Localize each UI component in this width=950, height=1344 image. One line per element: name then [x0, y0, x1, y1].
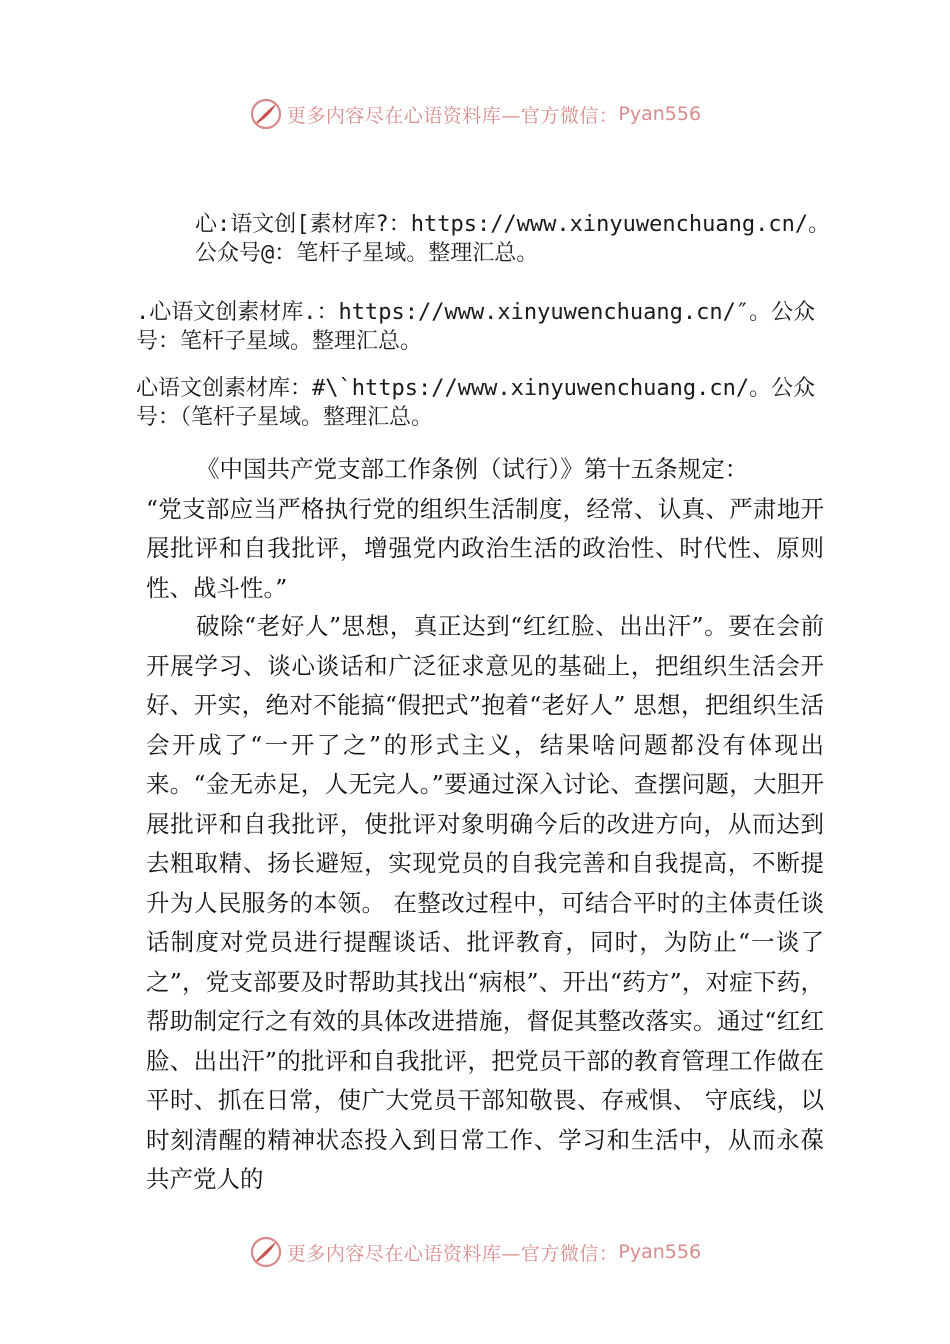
watermark-text: 更多内容尽在心语资料库—官方微信：: [286, 104, 619, 127]
regulation-quote: “党支部应当严格执行党的组织生活制度，经常、认真、严肃地开展批评和自我批评，增强党内政治生活的政治性、时代性、原则性、战斗性。”: [146, 494, 824, 602]
regulation-citation: 《中国共产党支部工作条例（试行）》第十五条规定：: [196, 455, 749, 483]
source-note-b: .心语文创素材库.：https://www.xinyuwenchuang.cn/″。公众号：笔杆子星域。整理汇总。: [136, 300, 816, 354]
article-paragraph-regulation: [146, 450, 824, 608]
article-paragraph-main: 破除“老好人”思想，真正达到“红红脸、出出汗”。要在会前开展学习、谈心谈话和广泛征求意见的基础上，把组织生活会开好、开实，绝对不能搞“假把式”抱着“老好人” 思想，把组织生活会开成了“一开了之”的形式主义，结果啥问题都没有体现出来。“金无赤足，人无完人。”要通过深入讨论、查摆问题，大胆开展批评和自我批评，使批评对象明确今后的改进方向，从而达到去粗取精、扬长避短，实现党员的自我完善和自我提高，不断提升为人民服务的本领。 在整改过程中，可结合平时的主体责任谈话制度对党员进行提醒谈话、批评教育，同时，为防止“一谈了之”，党支部要及时帮助其找出“病根”、开出“药方”，对症下药，帮助制定行之有效的具体改进措施，督促其整改落实。通过“红红脸、出出汗”的批评和自我批评，把党员干部的教育管理工作做在平时、抓在日常，使广大党员干部知敬畏、存戒惧、 守底线，以时刻清醒的精神状态投入到日常工作、学习和生活中，从而永葆共产党人的: [146, 612, 824, 1193]
quill-pen-logo-icon: [249, 97, 283, 131]
header-watermark: [0, 92, 950, 136]
source-note-c: 心语文创素材库：#\`https://www.xinyuwenchuang.cn/。公众号：（笔杆子星域。整理汇总。: [136, 376, 816, 430]
watermark-wechat-id: Pyan556: [618, 103, 702, 125]
watermark-text: 更多内容尽在心语资料库—官方微信：: [286, 1242, 619, 1265]
source-note-a: 心:语文创[素材库?：https://www.xinyuwenchuang.cn/。公众号@：笔杆子星域。整理汇总。: [195, 212, 831, 266]
watermark-wechat-id: Pyan556: [618, 1241, 702, 1263]
footer-watermark: [0, 1230, 950, 1274]
quill-pen-logo-icon: [249, 1235, 283, 1269]
